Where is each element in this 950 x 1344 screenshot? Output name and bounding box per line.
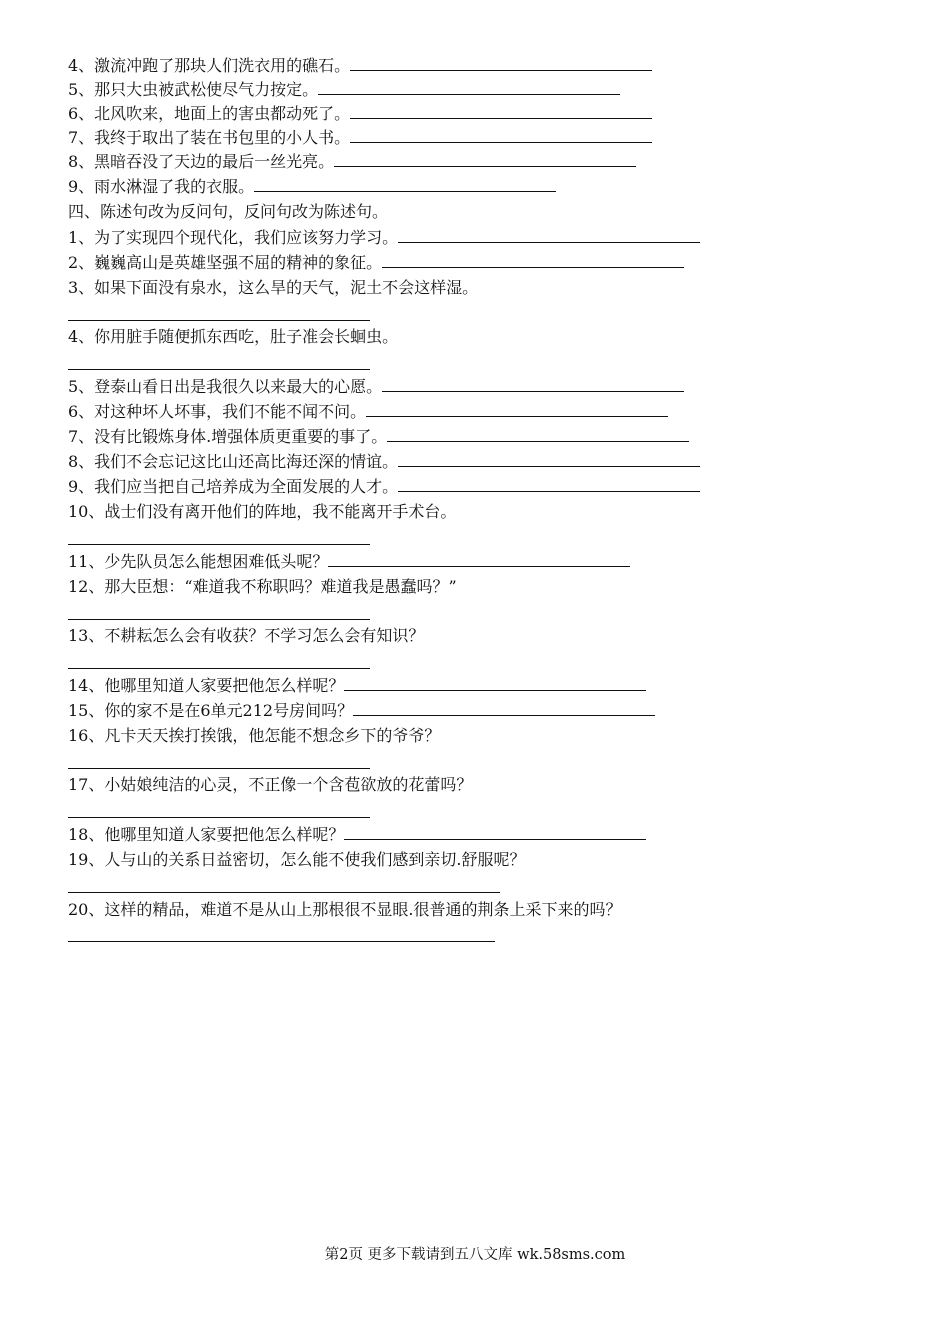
exercise-item-11 — [68, 552, 630, 574]
exercise-item-7b — [68, 427, 689, 449]
item-text: 4、激流冲跑了那块人们洗衣用的礁石。 — [68, 56, 351, 75]
answer-blank[interactable] — [68, 369, 370, 370]
item-text: 6、对这种坏人坏事，我们不能不闻不问。 — [68, 402, 367, 421]
exercise-item-9 — [68, 177, 556, 199]
answer-blank[interactable] — [398, 228, 700, 243]
item-text: 4、你用脏手随便抓东西吃，肚子准会长蛔虫。 — [68, 327, 399, 346]
answer-blank[interactable] — [68, 941, 495, 942]
item-text: 16、凡卡天天挨打挨饿，他怎能不想念乡下的爷爷？ — [68, 726, 441, 745]
exercise-item-18 — [68, 825, 646, 847]
exercise-item-4 — [68, 56, 652, 78]
answer-blank[interactable] — [318, 80, 620, 95]
item-text: 14、他哪里知道人家要把他怎么样呢？ — [68, 676, 345, 695]
page-footer: 第2页 更多下载请到五八文库 wk.58sms.com — [324, 1247, 626, 1263]
item-text: 6、北风吹来，地面上的害虫都动死了。 — [68, 104, 351, 123]
item-text: 7、没有比锻炼身体.增强体质更重要的事了。 — [68, 427, 388, 446]
exercise-item-5b — [68, 377, 684, 399]
answer-blank[interactable] — [344, 676, 646, 691]
answer-blank[interactable] — [366, 402, 668, 417]
answer-blank[interactable] — [334, 152, 636, 167]
answer-blank[interactable] — [328, 552, 630, 567]
exercise-item-1 — [68, 228, 700, 250]
section-heading — [68, 202, 388, 224]
item-text: 15、你的家不是在6单元212号房间吗？ — [68, 701, 354, 720]
item-text: 1、为了实现四个现代化，我们应该努力学习。 — [68, 228, 399, 247]
exercise-item-2 — [68, 253, 684, 275]
answer-blank[interactable] — [353, 701, 655, 716]
item-text: 13、不耕耘怎么会有收获？不学习怎么会有知识？ — [68, 626, 425, 645]
exercise-item-5 — [68, 80, 620, 102]
exercise-item-4b — [68, 327, 398, 349]
item-text: 17、小姑娘纯洁的心灵，不正像一个含苞欲放的花蕾吗？ — [68, 775, 473, 794]
answer-blank[interactable] — [350, 128, 652, 143]
exercise-item-7 — [68, 128, 652, 150]
answer-blank[interactable] — [398, 477, 700, 492]
answer-blank[interactable] — [350, 104, 652, 119]
answer-blank[interactable] — [254, 177, 556, 192]
exercise-item-10 — [68, 502, 456, 524]
answer-blank[interactable] — [68, 768, 370, 769]
exercise-item-17 — [68, 775, 472, 797]
exercise-item-8b — [68, 452, 700, 474]
section-title: 四、陈述句改为反问句，反问句改为陈述句。 — [68, 202, 389, 221]
answer-blank[interactable] — [382, 253, 684, 268]
item-text: 3、如果下面没有泉水，这么旱的天气，泥土不会这样湿。 — [68, 278, 479, 297]
exercise-item-6b — [68, 402, 668, 424]
exercise-item-13 — [68, 626, 424, 648]
item-text: 8、黑暗吞没了天边的最后一丝光亮。 — [68, 152, 335, 171]
item-text: 8、我们不会忘记这比山还高比海还深的情谊。 — [68, 452, 399, 471]
exercise-item-15 — [68, 701, 655, 723]
item-text: 20、这样的精品，难道不是从山上那根很不显眼.很普通的荆条上采下来的吗？ — [68, 900, 622, 919]
answer-blank[interactable] — [68, 619, 370, 620]
item-text: 11、少先队员怎么能想困难低头呢？ — [68, 552, 329, 571]
item-text: 7、我终于取出了装在书包里的小人书。 — [68, 128, 351, 147]
exercise-item-12 — [68, 577, 457, 599]
exercise-item-14 — [68, 676, 646, 698]
answer-blank[interactable] — [344, 825, 646, 840]
item-text: 9、我们应当把自己培养成为全面发展的人才。 — [68, 477, 399, 496]
item-text: 2、巍巍高山是英雄坚强不屈的精神的象征。 — [68, 253, 383, 272]
exercise-item-20 — [68, 900, 621, 922]
exercise-item-8 — [68, 152, 636, 174]
answer-blank[interactable] — [68, 544, 370, 545]
answer-blank[interactable] — [398, 452, 700, 467]
answer-blank[interactable] — [68, 817, 370, 818]
exercise-item-6 — [68, 104, 652, 126]
exercise-item-9b — [68, 477, 700, 499]
exercise-item-19 — [68, 850, 525, 872]
exercise-item-16 — [68, 726, 440, 748]
item-text: 9、雨水淋湿了我的衣服。 — [68, 177, 255, 196]
item-text: 19、人与山的关系日益密切，怎么能不使我们感到亲切.舒服呢？ — [68, 850, 526, 869]
answer-blank[interactable] — [68, 320, 370, 321]
answer-blank[interactable] — [382, 377, 684, 392]
answer-blank[interactable] — [387, 427, 689, 442]
item-text: 5、那只大虫被武松使尽气力按定。 — [68, 80, 319, 99]
answer-blank[interactable] — [68, 892, 500, 893]
exercise-item-3 — [68, 278, 478, 300]
answer-blank[interactable] — [350, 56, 652, 71]
item-text: 18、他哪里知道人家要把他怎么样呢？ — [68, 825, 345, 844]
answer-blank[interactable] — [68, 668, 370, 669]
item-text: 10、战士们没有离开他们的阵地，我不能离开手术台。 — [68, 502, 457, 521]
item-text: 12、那大臣想：“难道我不称职吗？难道我是愚蠢吗？” — [68, 577, 457, 596]
item-text: 5、登泰山看日出是我很久以来最大的心愿。 — [68, 377, 383, 396]
